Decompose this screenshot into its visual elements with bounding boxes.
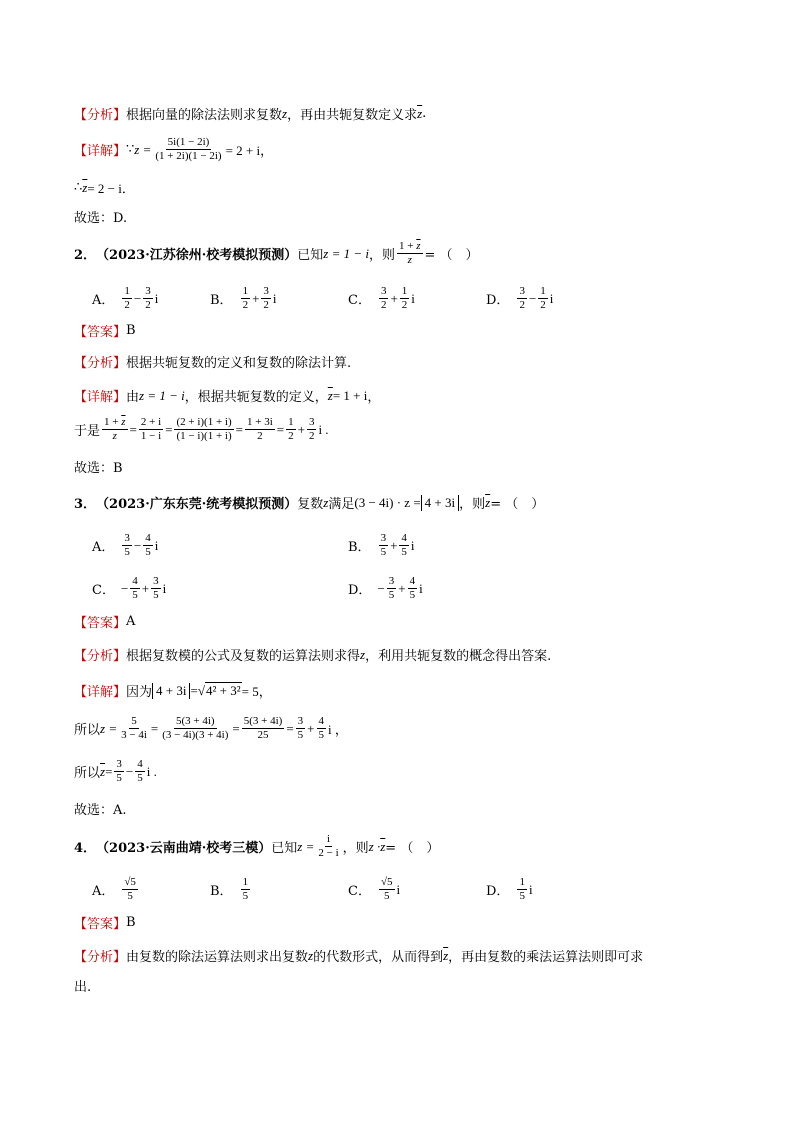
q2-stem: [74, 240, 479, 267]
operator: −: [528, 290, 537, 306]
fraction-numerator: 4: [318, 715, 325, 727]
fraction-denominator: 2: [145, 299, 151, 311]
fraction-numerator: √5: [380, 876, 393, 888]
fraction-denominator: 5: [137, 772, 143, 784]
sign: −: [120, 580, 129, 596]
math-z: z: [308, 947, 314, 963]
fraction: [379, 285, 389, 312]
fraction-denominator: 3 − 4i: [121, 729, 147, 741]
analysis-text: 的代数形式，从而得到: [313, 950, 444, 965]
stem-end: = （ ）: [424, 248, 479, 263]
q4-analysis-cont-line: [74, 976, 91, 995]
fraction-denominator: z: [407, 254, 412, 266]
stem-text: 复数: [297, 497, 324, 512]
fraction-numerator: (2 + i)(1 + i): [176, 416, 232, 428]
option-label: D．: [486, 293, 510, 308]
analysis-text: 根据共轭复数的定义和复数的除法计算.: [126, 356, 352, 371]
imag-unit: i: [272, 290, 277, 306]
fraction-denominator: 5: [153, 589, 159, 601]
fraction-denominator: 5: [401, 546, 407, 558]
fraction-numerator: 1: [242, 285, 249, 297]
fraction-denominator: 5: [388, 589, 395, 601]
sign: −: [377, 580, 385, 596]
imag-unit: i: [411, 290, 415, 306]
fraction-numerator: 1: [288, 416, 294, 428]
fraction-denominator: 5: [519, 890, 525, 902]
option-label: C．: [348, 884, 371, 899]
fraction-numerator: 4: [132, 575, 138, 587]
num-part: 1 +: [399, 240, 414, 252]
math-z-eq: z =: [134, 141, 152, 157]
fraction: [261, 285, 271, 312]
detail-text: ，: [367, 390, 381, 405]
fraction-numerator: 3: [116, 758, 122, 770]
math-result: = 5，: [241, 684, 272, 699]
fraction: [114, 758, 124, 785]
q2-option-c[interactable]: [348, 285, 415, 312]
sqrt-radicand: 4² + 3²: [205, 683, 241, 698]
q2-analysis-line: [74, 352, 351, 371]
operator: +: [390, 537, 398, 553]
fraction-numerator: i: [326, 833, 331, 845]
analysis-text: 根据复数模的公式及复数的运算法则求得: [126, 649, 361, 664]
detail-text: ，根据共轭复数的定义，: [184, 390, 328, 405]
math-end: i .: [146, 763, 157, 779]
fraction-denominator: z: [112, 430, 117, 442]
fraction: [160, 715, 230, 742]
math-zbar: $\overline{z}$: [380, 838, 386, 854]
imag-unit: i: [419, 580, 423, 596]
fraction: [397, 240, 423, 267]
analysis-text: ，利用共轭复数的概念得出答案.: [365, 649, 552, 664]
q3-detail-line: [74, 681, 272, 700]
fraction: [245, 416, 275, 443]
analysis-tag: 【分析】: [74, 108, 127, 123]
fraction-denominator: 2 − i: [318, 847, 339, 859]
math-condition: z = 1 − i: [323, 245, 370, 261]
fraction: [517, 285, 527, 312]
q4-option-c[interactable]: [348, 876, 400, 903]
fraction-numerator: 5i(1 − 2i): [167, 136, 210, 148]
q3-option-c[interactable]: [92, 575, 166, 602]
answer-value: B: [126, 323, 136, 338]
q3-option-a[interactable]: [92, 532, 158, 559]
fraction: [517, 876, 527, 903]
q2-detail-line: [74, 386, 380, 405]
q4-option-d[interactable]: [486, 876, 533, 903]
math-zbar: $\overline{z}$: [417, 105, 423, 121]
analysis-text: .: [422, 106, 427, 121]
math-z: z: [282, 105, 288, 121]
math-condition: z = 1 − i: [139, 387, 185, 403]
fraction-denominator: 2: [380, 299, 387, 311]
option-label: C．: [92, 583, 115, 598]
fraction-denominator: 2: [257, 430, 263, 442]
operator: −: [133, 290, 142, 306]
fraction: [317, 715, 327, 742]
imag-unit: i: [162, 580, 167, 596]
fraction-numerator: 3: [519, 285, 525, 297]
fraction-denominator: 2: [288, 430, 294, 442]
fraction: [241, 285, 251, 312]
fraction-numerator: 5(3 + 4i): [176, 715, 215, 727]
fraction-numerator: √5: [124, 876, 136, 888]
analysis-text: 出.: [74, 980, 92, 995]
fraction-denominator: 5: [409, 589, 416, 601]
fraction-denominator: 25: [257, 729, 269, 741]
fraction: [151, 575, 161, 602]
answer-value: A: [126, 614, 136, 629]
q3-calc1-line: 所以 z = $\frac{5}{3 - 4i}$ = $\frac{5(3 + 4i)}{(3 - 4i)(3 + 4i)}$ = $\frac{5(3 + 4i)}{25}$ = $\frac{3}{5}$ + $\frac{4}{5}$ i ，: [74, 715, 348, 741]
q2-calc-line: 于是 $\frac{1 + \overline{z}}{z}$ = $\frac{2 + i}{1 - i}$ = $\frac{(2 + i)(1 + i)}{(1 - i)(1 + i)}$ = $\frac{1 + 3i}{2}$ = $\frac{1}{2}$ + $\frac{3}{2}$ i .: [74, 416, 329, 442]
analysis-tag: 【分析】: [74, 356, 127, 371]
num-part: 1 +: [104, 416, 119, 428]
num-zbar: $\overline{z}$: [416, 240, 421, 252]
question-number: 2．: [74, 248, 97, 263]
fraction-denominator: 5: [242, 890, 249, 902]
operator: −: [133, 537, 142, 553]
fraction-denominator: 5: [127, 890, 133, 902]
fraction-denominator: (1 − i)(1 + i): [176, 430, 232, 442]
fraction-numerator: 3: [124, 532, 130, 544]
fraction-numerator: 3: [380, 285, 387, 297]
imag-unit: i: [528, 881, 533, 897]
answer-tag: 【答案】: [74, 917, 127, 932]
so-prefix: 所以: [74, 766, 101, 781]
so-prefix: 于是: [74, 424, 101, 439]
math-end: i ，: [328, 722, 348, 737]
imag-unit: i: [154, 290, 159, 306]
option-label: D．: [348, 583, 372, 598]
q2-option-a[interactable]: [92, 285, 158, 312]
fraction-denominator: 5: [383, 890, 390, 902]
option-label: A．: [92, 884, 115, 899]
fraction-numerator: [397, 240, 423, 254]
num-zbar: $\overline{z}$: [121, 416, 126, 428]
q3-choose-line: [74, 799, 127, 818]
q3-option-b[interactable]: [348, 532, 415, 559]
q4-analysis-line: [74, 946, 643, 965]
detail-tag: 【详解】: [74, 685, 127, 700]
fraction: [241, 876, 251, 903]
fraction-numerator: 4: [137, 758, 143, 770]
math-zbar: $\overline{z}$: [100, 763, 106, 779]
stem-text: ，则: [342, 841, 369, 856]
fraction: [153, 136, 223, 163]
q1-choose-line: [74, 207, 127, 226]
option-label: B．: [210, 884, 233, 899]
fraction-denominator: 5: [145, 546, 151, 558]
q3-stem: [74, 493, 544, 512]
fraction: [143, 285, 153, 312]
q4-option-b[interactable]: [210, 876, 252, 903]
fraction-numerator: 1: [519, 876, 525, 888]
fraction-numerator: 2 + i: [140, 416, 162, 428]
fraction-numerator: 4: [409, 575, 416, 587]
fraction-denominator: 2: [124, 299, 130, 311]
fraction-numerator: 3: [388, 575, 395, 587]
math-end: i .: [318, 421, 329, 437]
math-z: z: [323, 494, 329, 510]
fraction-numerator: 3: [145, 285, 151, 297]
q3-analysis-line: [74, 645, 551, 664]
analysis-text: 由复数的除法运算法则求出复数: [126, 950, 309, 965]
option-label: B．: [348, 540, 371, 555]
math-value: = 1 + i: [332, 387, 368, 403]
fraction-numerator: 4: [401, 532, 407, 544]
fraction-denominator: 2: [401, 299, 408, 311]
fraction-denominator: 2: [540, 299, 546, 311]
math-expr: (3 − 4i) · z =: [354, 494, 421, 510]
math-result: = 2 − i．: [87, 181, 135, 196]
stem-text: 已知: [297, 248, 324, 263]
choose-text: 故选：D.: [74, 211, 128, 226]
q2-option-d[interactable]: [486, 285, 553, 312]
q1-detail-line: [74, 136, 273, 163]
fraction: [242, 715, 285, 742]
because-symbol: ∵: [126, 142, 135, 157]
fraction: [399, 532, 409, 559]
q4-answer-line: [74, 913, 136, 932]
q1-conj-line: [74, 178, 135, 197]
detail-text: 因为: [126, 685, 153, 700]
fraction: [102, 416, 128, 443]
math-abs: 4 + 3i: [152, 683, 190, 699]
fraction-denominator: 2: [308, 430, 315, 442]
math-abs: 4 + 3i: [421, 495, 459, 511]
stem-text: 已知: [271, 841, 298, 856]
fraction: [538, 285, 548, 312]
so-prefix: 所以: [74, 723, 101, 738]
fraction-denominator: 5: [124, 546, 130, 558]
question-source: （2023·云南曲靖·校考三模）: [96, 841, 272, 856]
answer-value: B: [126, 915, 136, 930]
detail-tag: 【详解】: [74, 390, 127, 405]
imag-unit: i: [410, 537, 415, 553]
sqrt-symbol: √: [197, 682, 205, 698]
fraction-numerator: 1 + 3i: [246, 416, 273, 428]
imag-unit: i: [396, 881, 401, 897]
fraction-numerator: 1: [124, 285, 130, 297]
fraction-numerator: 1: [401, 285, 408, 297]
fraction: [174, 416, 233, 443]
fraction: [139, 416, 163, 443]
fraction-numerator: 3: [308, 416, 315, 428]
fraction-denominator: 1 − i: [140, 430, 162, 442]
fraction-denominator: 5: [116, 772, 122, 784]
q3-answer-line: [74, 612, 135, 631]
fraction: [379, 876, 395, 903]
math-z-eq: z =: [297, 838, 315, 854]
fraction-numerator: 3: [153, 575, 159, 587]
stem-text: ，则: [369, 248, 396, 263]
q2-answer-line: [74, 321, 136, 340]
fraction-denominator: 5: [297, 729, 304, 741]
fraction: [387, 575, 397, 602]
question-number: 4．: [74, 841, 97, 856]
fraction: [122, 285, 132, 312]
math-zbar: $\overline{z}$: [82, 179, 88, 195]
operator: +: [398, 580, 406, 596]
math-z-dot: z ·: [368, 838, 381, 854]
detail-tag: 【详解】: [74, 144, 127, 159]
fraction-numerator: 1: [242, 876, 249, 888]
option-label: D．: [486, 884, 510, 899]
option-label: A．: [92, 540, 115, 555]
fraction-denominator: (1 + 2i)(1 − 2i): [155, 150, 222, 162]
fraction: [286, 416, 296, 443]
q3-option-d[interactable]: [348, 575, 423, 602]
fraction: [307, 416, 317, 443]
choose-text: 故选：B: [74, 461, 123, 476]
fraction-denominator: 2: [242, 299, 249, 311]
fraction: [400, 285, 410, 312]
option-label: B．: [210, 293, 233, 308]
analysis-tag: 【分析】: [74, 649, 127, 664]
imag-unit: i: [549, 290, 554, 306]
fraction: [130, 575, 140, 602]
fraction-denominator: 5: [318, 729, 325, 741]
stem-text: 满足: [328, 497, 355, 512]
question-number: 3．: [74, 497, 97, 512]
answer-tag: 【答案】: [74, 325, 127, 340]
math-z-eq: z =: [100, 720, 118, 736]
q4-stem: [74, 833, 439, 860]
option-label: A．: [92, 293, 115, 308]
analysis-text: ，再由复数的乘法运算法则即可求: [448, 950, 644, 965]
fraction-denominator: (3 − 4i)(3 + 4i): [162, 729, 229, 741]
q2-option-b[interactable]: [210, 285, 277, 312]
analysis-text: 根据向量的除法法则求复数: [126, 108, 283, 123]
fraction: [408, 575, 418, 602]
math-zbar: $\overline{z}$: [327, 387, 333, 403]
fraction: [316, 833, 340, 860]
analysis-text: ，再由共轭复数定义求: [287, 108, 418, 123]
fraction-denominator: 5: [380, 546, 387, 558]
stem-end: = （ ）: [490, 497, 545, 512]
question-source: （2023·广东东莞·统考模拟预测）: [96, 497, 298, 512]
fraction-denominator: 2: [519, 299, 525, 311]
fraction: [122, 876, 138, 903]
fraction: [379, 532, 389, 559]
operator: +: [141, 580, 150, 596]
operator: +: [252, 290, 260, 306]
fraction: [296, 715, 306, 742]
math-eq: =: [190, 682, 198, 698]
fraction-denominator: 2: [263, 299, 269, 311]
fraction-numerator: 5: [131, 715, 137, 727]
q2-choose-line: [74, 457, 123, 476]
fraction: [135, 758, 145, 785]
math-result: = 2 + i，: [225, 143, 274, 158]
math-z: z: [360, 646, 366, 662]
answer-tag: 【答案】: [74, 616, 127, 631]
math-zbar: $\overline{z}$: [485, 494, 491, 510]
imag-unit: i: [154, 537, 159, 553]
fraction-numerator: 3: [297, 715, 304, 727]
fraction-numerator: [102, 416, 128, 430]
fraction-denominator: 5: [132, 589, 138, 601]
fraction-numerator: 1: [540, 285, 546, 297]
q1-analysis-line: [74, 104, 426, 123]
analysis-tag: 【分析】: [74, 950, 127, 965]
stem-end: = （ ）: [385, 841, 440, 856]
q4-option-a[interactable]: [92, 876, 140, 903]
fraction-numerator: 5(3 + 4i): [243, 715, 283, 727]
fraction: [122, 532, 132, 559]
q3-calc2-line: 所以 $\overline{z}$ = $\frac{3}{5}$ − $\frac{4}{5}$ i .: [74, 758, 157, 784]
fraction-numerator: 4: [145, 532, 151, 544]
fraction-numerator: 3: [380, 532, 387, 544]
fraction-numerator: 3: [263, 285, 269, 297]
operator: +: [390, 290, 398, 306]
detail-text: 由: [126, 390, 140, 405]
fraction: [119, 715, 149, 742]
question-source: （2023·江苏徐州·校考模拟预测）: [96, 248, 298, 263]
choose-text: 故选：A.: [74, 803, 127, 818]
stem-text: ，则: [459, 497, 486, 512]
fraction: [143, 532, 153, 559]
therefore-symbol: ∴: [74, 180, 83, 195]
math-zbar: $\overline{z}$: [443, 947, 449, 963]
option-label: C．: [348, 293, 371, 308]
